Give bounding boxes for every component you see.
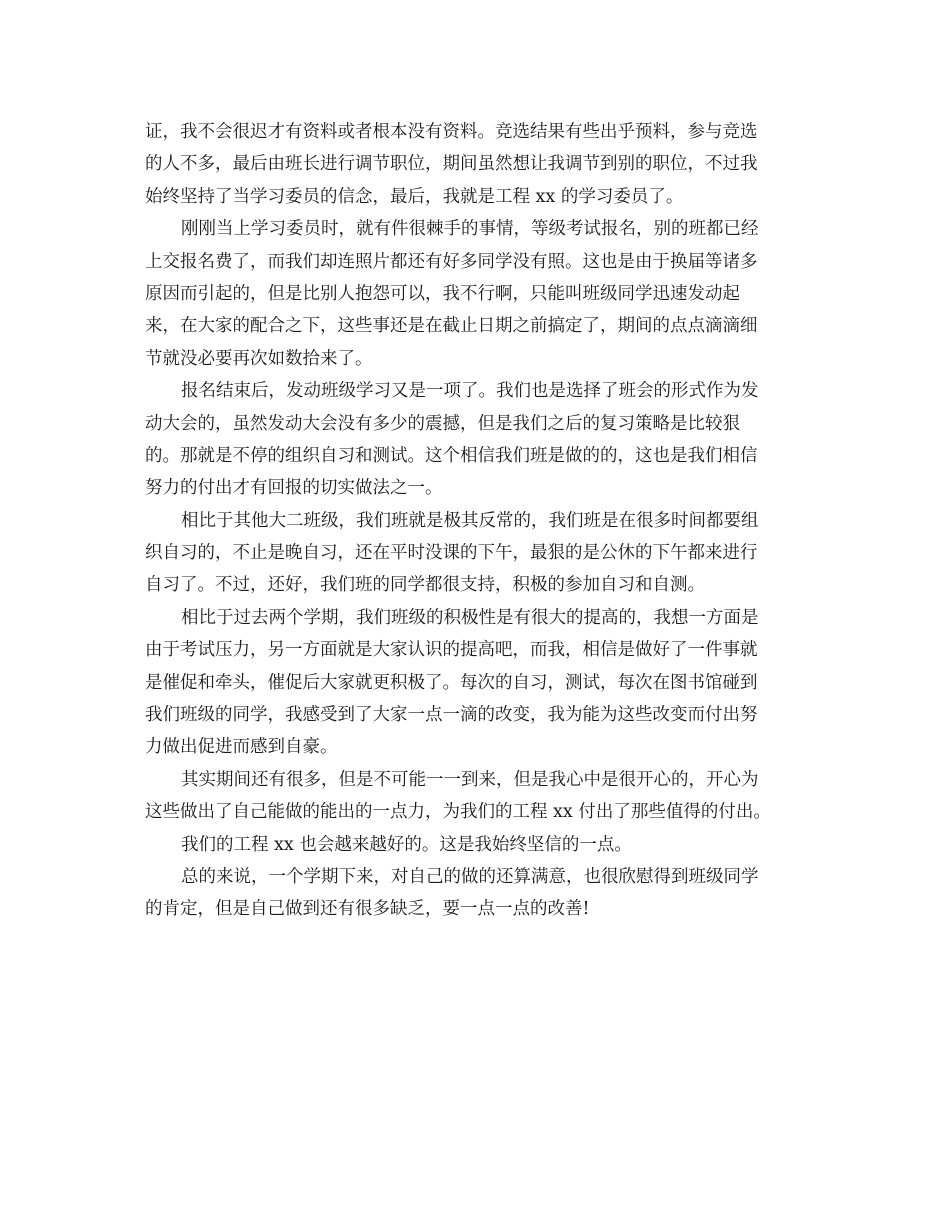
text-line: 织自习的，不止是晚自习，还在平时没课的下午，最狠的是公休的下午都来进行: [145, 543, 758, 564]
text-line: 是催促和牵头，催促后大家就更积极了。每次的自习，测试，每次在图书馆碰到: [145, 672, 758, 693]
paragraph-first-line: 我们的工程 xx 也会越来越好的。这是我始终坚信的一点。: [181, 834, 632, 855]
text-line: 的人不多，最后由班长进行调节职位，期间虽然想让我调节到别的职位，不过我: [145, 154, 758, 175]
text-line: 自习了。不过，还好，我们班的同学都很支持，积极的参加自习和自测。: [145, 575, 705, 596]
text-line: 证，我不会很迟才有资料或者根本没有资料。竞选结果有些出乎预料，参与竞选: [145, 122, 758, 142]
text-line: 这些做出了自己能做的能出的一点力，为我们的工程 xx 付出了那些值得的付出。: [145, 802, 771, 823]
text-line: 由于考试压力，另一方面就是大家认识的提高吧，而我，相信是做好了一件事就: [145, 640, 758, 661]
text-line: 节就没必要再次如数拾来了。: [145, 348, 373, 369]
text-line: 努力的付出才有回报的切实做法之一。: [145, 478, 443, 499]
text-line: 动大会的，虽然发动大会没有多少的震撼，但是我们之后的复习策略是比较狠: [145, 413, 740, 434]
text-line: 来，在大家的配合之下，这些事还是在截止日期之前搞定了，期间的点点滴滴细: [145, 316, 758, 337]
document-body: [145, 116, 800, 926]
paragraph-first-line: 报名结束后，发动班级学习又是一项了。我们也是选择了班会的形式作为发: [181, 381, 759, 402]
paragraph-first-line: 总的来说，一个学期下来，对自己的做的还算满意，也很欣慰得到班级同学: [181, 866, 759, 887]
text-line: 我们班级的同学，我感受到了大家一点一滴的改变，我为能为这些改变而付出努: [145, 705, 758, 726]
text-line: 原因而引起的，但是比别人抱怨可以，我不行啊，只能叫班级同学迅速发动起: [145, 283, 740, 304]
paragraph-first-line: 相比于过去两个学期，我们班级的积极性是有很大的提高的，我想一方面是: [181, 607, 759, 628]
paragraph-first-line: 相比于其他大二班级，我们班就是极其反常的，我们班是在很多时间都要组: [181, 510, 759, 531]
text-line: 力做出促进而感到自豪。: [145, 737, 338, 758]
text-line: 始终坚持了当学习委员的信念，最后，我就是工程 xx 的学习委员了。: [145, 186, 684, 207]
text-line: 上交报名费了，而我们却连照片都还有好多同学没有照。这也是由于换届等诸多: [145, 251, 758, 272]
text-line: 的。那就是不停的组织自习和测试。这个相信我们班是做的的，这也是我们相信: [145, 445, 758, 466]
text-line: 的肯定，但是自己做到还有很多缺乏，要一点一点的改善!: [145, 899, 590, 920]
paragraph-first-line: 其实期间还有很多，但是不可能一一到来，但是我心中是很开心的，开心为: [181, 769, 759, 790]
paragraph-first-line: 刚刚当上学习委员时，就有件很棘手的事情，等级考试报名，别的班都已经: [181, 219, 759, 240]
